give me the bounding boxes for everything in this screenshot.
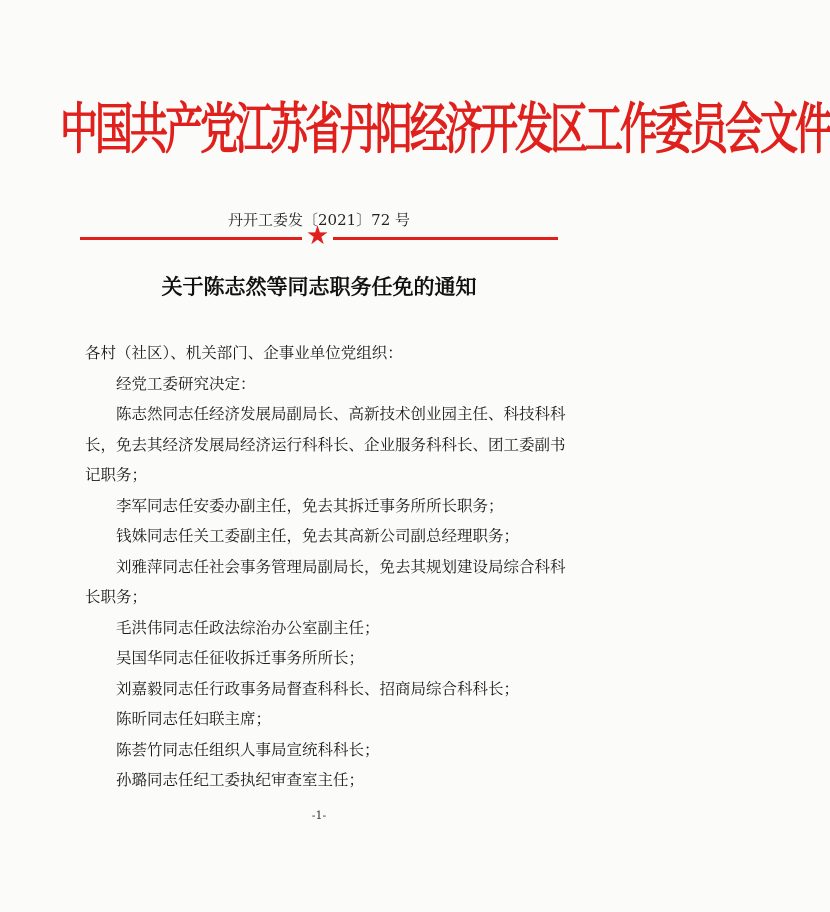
red-rule-right [333,237,558,240]
notice-body [85,338,575,796]
paragraph: 刘雅萍同志任社会事务管理局副局长，免去其规划建设局综合科科长职务； [85,557,566,606]
masthead-title: 中国共产党江苏省丹阳经济开发区工作委员会文件 [60,97,830,161]
paragraph: 陈志然同志任经济发展局副局长、高新技术创业园主任、科技科科长，免去其经济发展局经济运行科科长、企业服务科科长、团工委副书记职务； [85,405,566,484]
paragraph: 毛洪伟同志任政法综治办公室副主任； [116,618,380,637]
paragraph: 吴国华同志任征收拆迁事务所所长； [116,649,365,667]
notice-title: 关于陈志然等同志职务任免的通知 [161,275,477,299]
red-star-icon: ★ [305,221,330,251]
paragraph: 李军同志任安委办副主任，免去其拆迁事务所所长职务； [116,496,504,515]
paragraph: 刘嘉毅同志任行政事务局督查科科长、招商局综合科科长； [116,679,520,698]
paragraph: 经党工委研究决定： [116,374,256,393]
paragraph: 孙璐同志任纪工委执纪审查室主任； [116,771,365,789]
document-number: 丹开工委发〔2021〕72 号 [227,211,411,229]
page-number: -1- [311,809,327,822]
paragraph: 陈昕同志任妇联主席； [116,710,272,728]
salutation: 各村（社区）、机关部门、企事业单位党组织： [85,344,403,362]
red-rule-left [80,237,302,240]
paragraph: 陈荟竹同志任组织人事局宣统科科长； [116,740,380,759]
paragraph: 钱姝同志任关工委副主任，免去其高新公司副总经理职务； [116,527,520,545]
